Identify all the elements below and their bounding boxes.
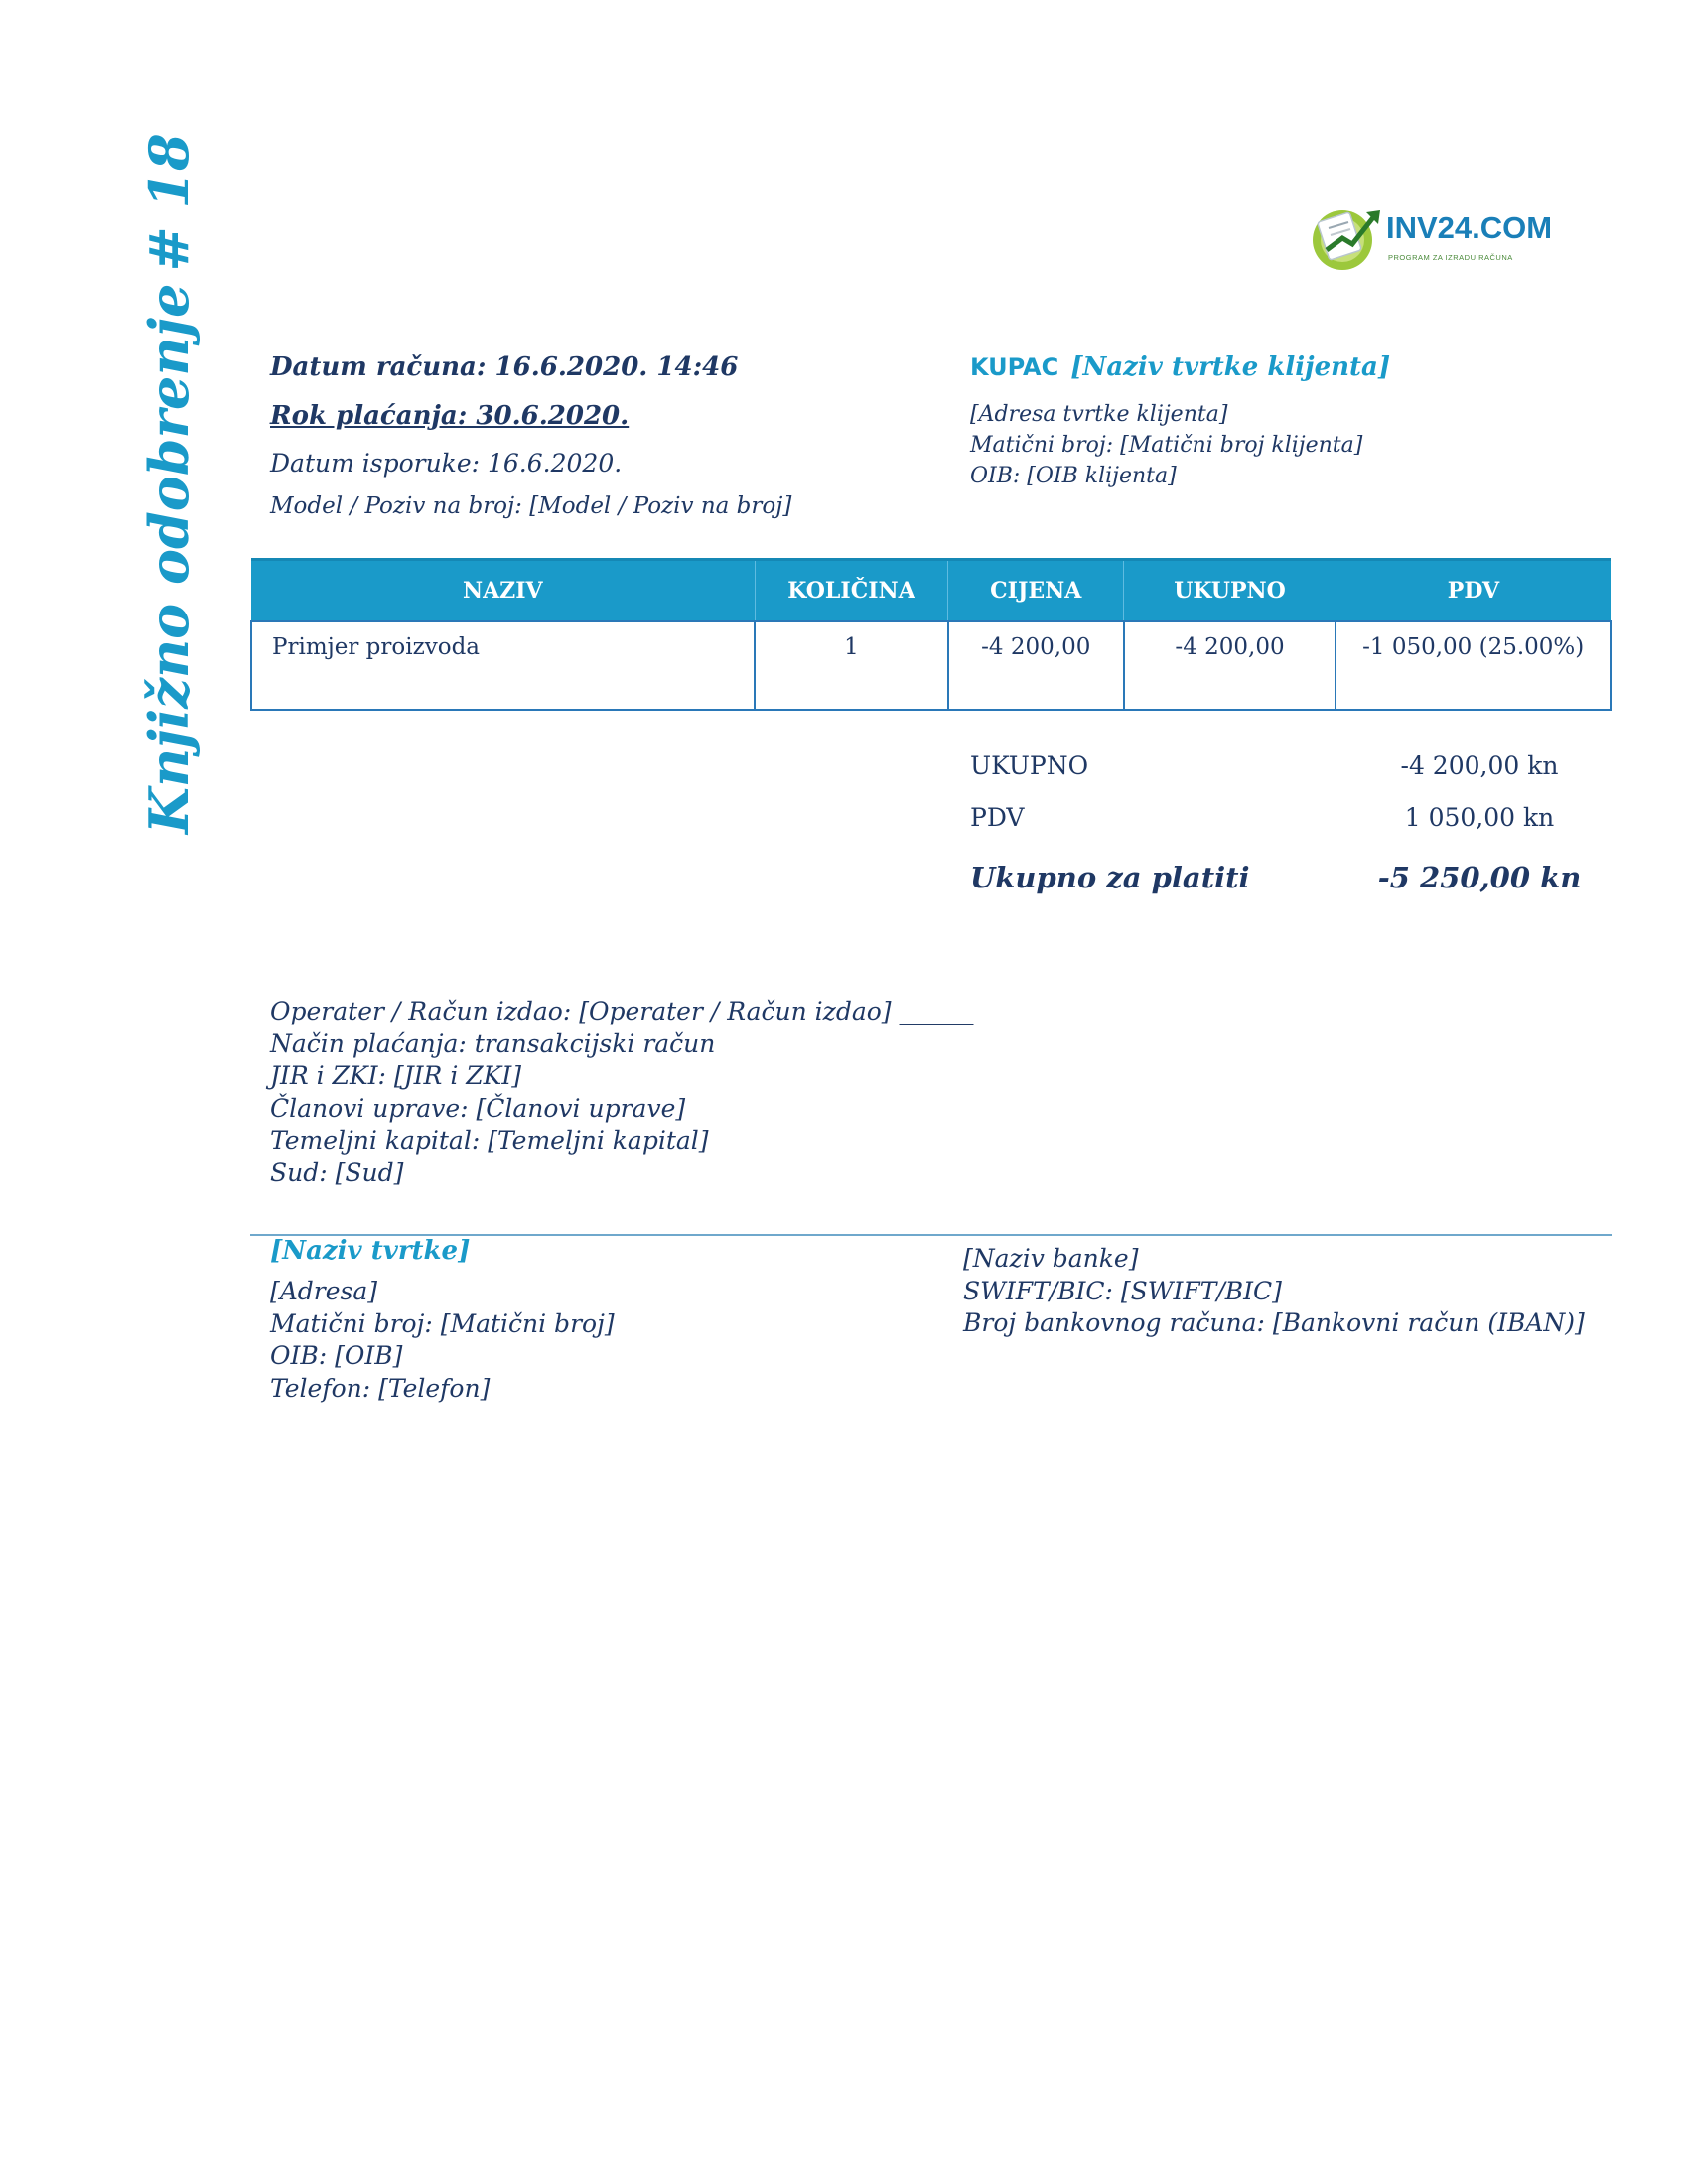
column-header-cijena: CIJENA [948, 560, 1124, 622]
logo-name: INV24.COM [1386, 210, 1553, 245]
total-value: -5 250,00 kn [1377, 861, 1582, 894]
document-title-text: Knjižno odobrenje [137, 283, 201, 834]
client-address: [Adresa tvrtke klijenta] [970, 402, 1228, 427]
vat-value: 1 050,00 kn [1404, 803, 1555, 832]
model-reference: Model / Poziv na broj: [Model / Poziv na broj] [270, 493, 792, 519]
document-title [129, 133, 209, 834]
client-name: [Naziv tvrtke klijenta] [1070, 352, 1391, 382]
logo [1309, 203, 1553, 278]
bank-swift: SWIFT/BIC: [SWIFT/BIC] [963, 1276, 1282, 1305]
board-line: Članovi uprave: [Članovi uprave] [270, 1093, 686, 1123]
company-phone: Telefon: [Telefon] [270, 1373, 491, 1403]
items-table [250, 558, 1612, 711]
subtotal-label: UKUPNO [970, 751, 1089, 780]
vat-label: PDV [970, 803, 1025, 832]
bank-account: Broj bankovnog računa: [Bankovni račun (IBAN)] [963, 1308, 1585, 1337]
column-header-naziv: NAZIV [251, 560, 755, 622]
delivery-date: Datum isporuke: 16.6.2020. [270, 449, 623, 478]
cell-vat: -1 050,00 (25.00%) [1336, 621, 1611, 710]
column-header-kolicina: KOLIČINA [755, 560, 948, 622]
client-heading [970, 352, 1390, 382]
operator-line: Operater / Račun izdao: [Operater / Račun izdao] ______ [270, 997, 974, 1025]
cell-name: Primjer proizvoda [251, 621, 755, 710]
company-address: [Adresa] [270, 1277, 378, 1305]
jir-zki-line: JIR i ZKI: [JIR i ZKI] [270, 1061, 521, 1090]
company-details [270, 1276, 615, 1405]
company-reg-number: Matični broj: [Matični broj] [270, 1308, 615, 1338]
bank-details [963, 1243, 1585, 1340]
table-row [251, 621, 1611, 710]
column-header-ukupno: UKUPNO [1124, 560, 1336, 622]
client-details [970, 399, 1362, 491]
due-date: Rok plaćanja: 30.6.2020. [270, 401, 630, 431]
table-header-row [251, 560, 1611, 622]
document-number: # 18 [137, 133, 201, 272]
logo-icon [1309, 203, 1386, 272]
payment-method-line: Način plaćanja: transakcijski račun [270, 1028, 716, 1058]
client-oib: OIB: [OIB klijenta] [970, 464, 1177, 488]
total-label: Ukupno za platiti [970, 861, 1250, 894]
cell-quantity: 1 [755, 621, 948, 710]
invoice-date: Datum računa: 16.6.2020. 14:46 [270, 352, 739, 382]
cell-price: -4 200,00 [948, 621, 1124, 710]
company-oib: OIB: [OIB] [270, 1341, 403, 1370]
client-reg-number: Matični broj: [Matični broj klijenta] [970, 433, 1363, 458]
subtotal-value: -4 200,00 kn [1400, 751, 1559, 780]
logo-tagline: PROGRAM ZA IZRADU RAČUNA [1388, 253, 1513, 262]
bank-name: [Naziv banke] [963, 1244, 1139, 1273]
company-name: [Naziv tvrtke] [270, 1236, 471, 1266]
client-label: KUPAC [970, 353, 1059, 381]
footer-info [270, 996, 974, 1189]
column-header-pdv: PDV [1336, 560, 1611, 622]
capital-line: Temeljni kapital: [Temeljni kapital] [270, 1126, 709, 1155]
cell-total: -4 200,00 [1124, 621, 1336, 710]
court-line: Sud: [Sud] [270, 1158, 404, 1187]
